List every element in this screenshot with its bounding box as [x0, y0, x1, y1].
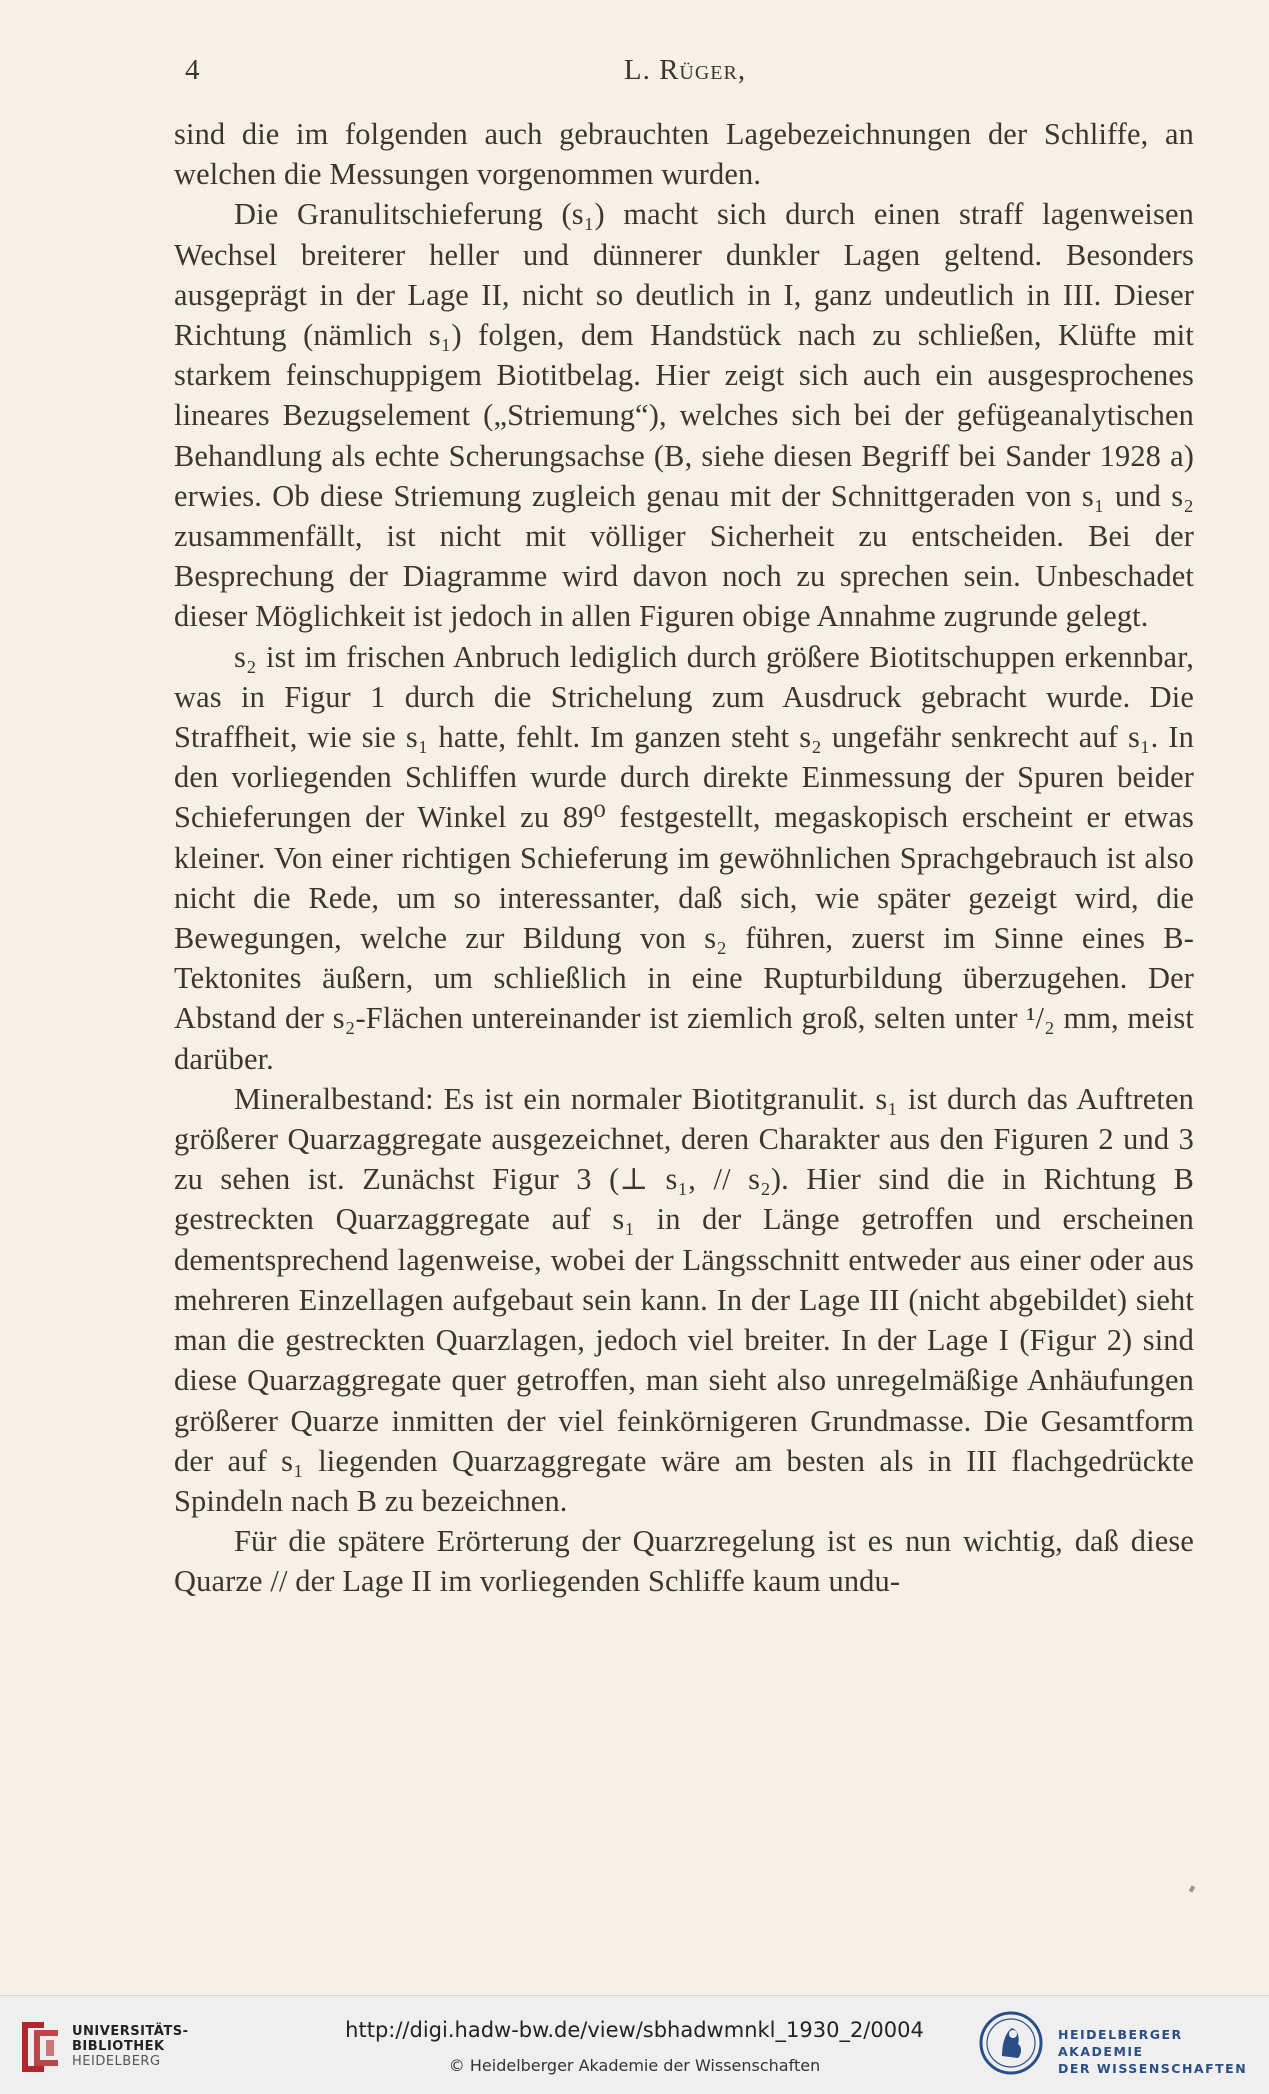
running-head: L. Rüger,	[623, 54, 747, 86]
copyright-notice: © Heidelberger Akademie der Wissenschaften	[448, 2056, 821, 2075]
body-text	[174, 114, 1194, 1602]
page-header	[175, 50, 1195, 90]
academy-name-line1: HEIDELBERGER AKADEMIE	[1058, 2027, 1183, 2059]
paragraph-3: s₂ ist im frischen Anbruch lediglich durch größere Biotitschuppen erkennbar, was in Figur 1 durch die Strichelung zum Ausdruck gebracht wurde. Die Straffheit, wie sie s₁ hatte, fehlt. Im ganzen steht s₂ ungefähr senkrecht auf s₁. In den vorliegenden Schliffen wurde durch direkte Einmessung der Spuren beider Schieferungen der Winkel zu 89⁰ festgestellt, megaskopisch erscheint er etwas kleiner. Von einer richtigen Schieferung im gewöhnlichen Sprachgebrauch ist also nicht die Rede, um so interessanter, daß sich, wie später gezeigt wird, die Bewegungen, welche zur Bildung von s₂ führen, zuerst im Sinne eines B-Tektonites äußern, um schließlich in eine Rupturbildung überzugehen. Der Abstand der s₂-Flächen untereinander ist ziemlich groß, selten unter ¹/₂ mm, meist darüber.	[174, 639, 1194, 1076]
permalink-url[interactable]: http://digi.hadw-bw.de/view/sbhadwmnkl_1930_2/0004	[345, 2018, 924, 2042]
academy-name	[1058, 2026, 1269, 2077]
academy-name-line2: DER WISSENSCHAFTEN	[1058, 2061, 1248, 2076]
paragraph-4: Mineralbestand: Es ist ein normaler Biotitgranulit. s₁ ist durch das Auftreten größerer Quarzaggregate ausgezeichnet, deren Charakter aus den Figuren 2 und 3 zu sehen ist. Zunächst Figur 3 (⊥ s₁, // s₂). Hier sind die in Richtung B gestreckten Quarzaggregate auf s₁ in der Länge getroffen und erscheinen dementsprechend lagenweise, wobei der Längsschnitt entweder aus einer oder aus mehreren Einzellagen aufgebaut sein kann. In der Lage III (nicht abgebildet) sieht man die gestreckten Quarzlagen, jedoch viel breiter. In der Lage I (Figur 2) sind diese Quarzaggregate quer getroffen, man sieht also unregelmäßige Anhäufungen größerer Quarze inmitten der viel feinkörnigeren Grundmasse. Die Gesamtform der auf s₁ liegenden Quarzaggregate wäre am besten als in III flachgedrückte Spindeln nach B zu bezeichnen.	[174, 1081, 1194, 1518]
library-name-line2: BIBLIOTHEK	[72, 2039, 165, 2054]
paragraph-2: Die Granulitschieferung (s₁) macht sich durch einen straff lagenweisen Wechsel breiterer heller und dünnerer dunkler Lagen geltend. Besonders ausgeprägt in der Lage II, nicht so deutlich in I, ganz undeutlich in III. Dieser Richtung (nämlich s₁) folgen, dem Handstück nach zu schließen, Klüfte mit starkem feinschuppigem Biotitbelag. Hier zeigt sich auch ein ausgesprochenes lineares Bezugselement („Striemung“), welches sich bei der gefügeanalytischen Behandlung als echte Scherungsachse (B, siehe diesen Begriff bei Sander 1928 a) erwies. Ob diese Striemung zugleich genau mit der Schnittgeraden von s₁ und s₂ zusammenfällt, ist nicht mit völliger Sicherheit zu entscheiden. Bei der Besprechung der Diagramme wird davon noch zu sprechen sein. Unbeschadet dieser Möglichkeit ist jedoch in allen Figuren obige Annahme zugrunde gelegt.	[174, 197, 1194, 634]
academy-seal-icon	[978, 2010, 1044, 2076]
footer-bar	[0, 1995, 1269, 2094]
paragraph-5: Für die spätere Erörterung der Quarzregelung ist es nun wichtig, daß diese Quarze // der Lage II im vorliegenden Schliffe kaum undu-	[174, 1524, 1194, 1599]
library-name-line1: UNIVERSITÄTS-	[72, 2024, 189, 2039]
paragraph-1: sind die im folgenden auch gebrauchten Lagebezeichnungen der Schliffe, an welchen die Messungen vorgenommen wurden.	[174, 117, 1194, 192]
library-name-line3: HEIDELBERG	[72, 2054, 161, 2069]
page-number: 4	[185, 54, 200, 86]
page-speck	[1189, 1885, 1195, 1892]
